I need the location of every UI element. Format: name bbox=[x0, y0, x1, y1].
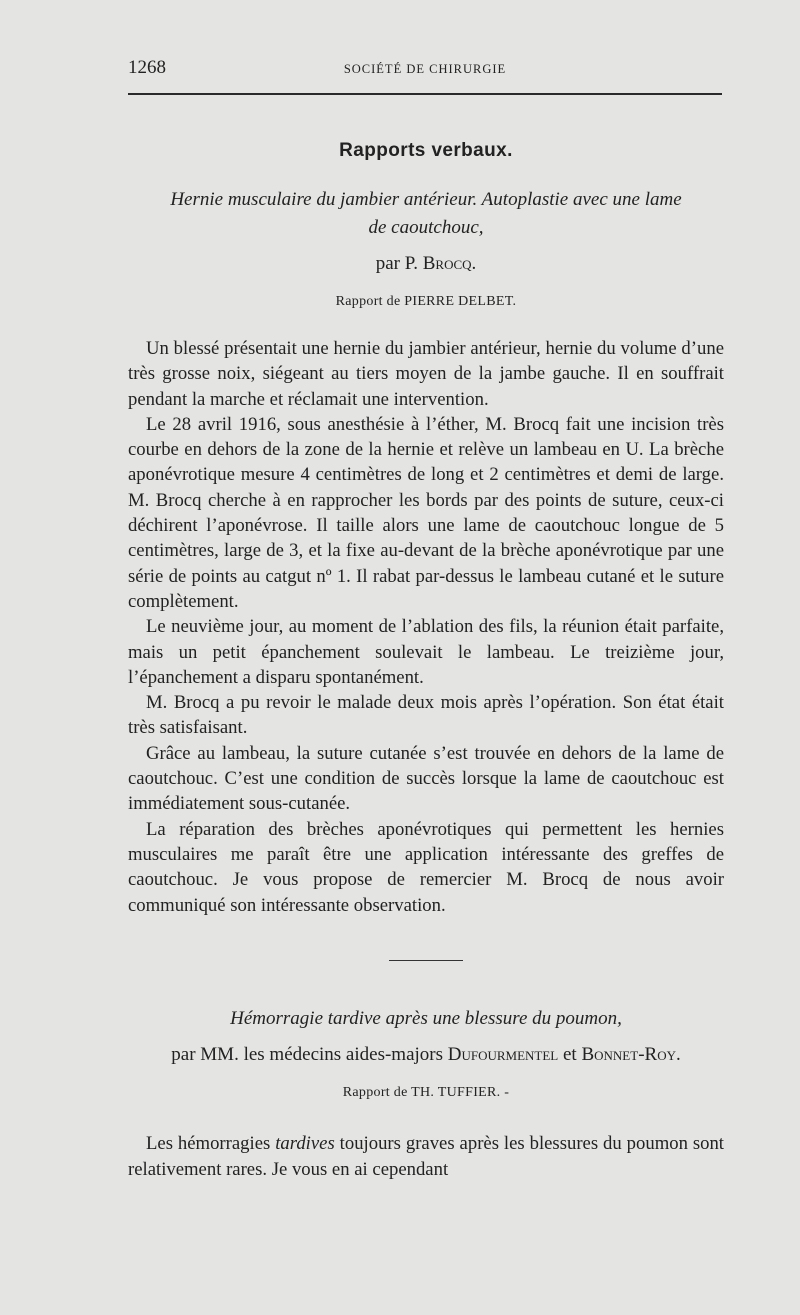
article2-report-line: Rapport de TH. TUFFIER. - bbox=[342, 1085, 510, 1101]
article1-paragraph: Le neuvième jour, au moment de l’ablation des fils, la réunion était parfaite, mais un petit épanchement soulevait le lambeau. Le treizième jour, l’épanchement a disparu spontanément. bbox=[128, 616, 724, 688]
article1-body bbox=[128, 336, 724, 918]
article2-paragraph bbox=[128, 1131, 724, 1182]
article2-title: Hémorragie tardive après une blessure du poumon, bbox=[230, 1008, 622, 1030]
article2-para-rest: toujours graves après les blessures du poumon sont relativement rares. Je vous en ai cependant bbox=[128, 1133, 725, 1180]
article2-para-start: Les hémorragies bbox=[146, 1133, 276, 1155]
article1-paragraph: Le 28 avril 1916, sous anesthésie à l’éther, M. Brocq fait une incision très courbe en dehors de la zone de la hernie et relève un lambeau en U. La brèche aponévrotique mesure 4 centimètres de long et 2 centimètres et demi de large. M. Brocq cherche à en rapprocher les bords par des points de suture, ceux-ci déchirent l’aponévrose. Il taille alors une lame de caoutchouc longue de 5 centimètres, large de 3, et la fixe au-devant de la brèche aponévrotique par une série de points au catgut nº 1. Il rabat par-dessus le lambeau cutané et le suture complètement. bbox=[128, 413, 724, 612]
article1-title-line1: Hernie musculaire du jambier antérieur. Autoplastie avec une lame bbox=[170, 189, 682, 210]
article1-paragraph: M. Brocq a pu revoir le malade deux mois après l’opération. Son état était très satisfaisant. bbox=[128, 692, 724, 739]
article1-paragraph: Un blessé présentait une hernie du jambier antérieur, hernie du volume d’une très grosse noix, siégeant au tiers moyen de la jambe gauche. Il en souffrait pendant la marche et réclamait une intervention. bbox=[128, 338, 724, 410]
header-rule bbox=[128, 93, 722, 95]
article1-author: Brocq. bbox=[422, 253, 477, 274]
article1-paragraph: La réparation des brèches aponévrotiques qui permettent les hernies musculaires me paraît être une application intéressante des greffes de caoutchouc. Je vous propose de remercier M. Brocq de nous avoir communiqué son intéressante observation. bbox=[128, 818, 724, 916]
page-content bbox=[128, 140, 724, 1182]
running-title: SOCIÉTÉ DE CHIRURGIE bbox=[343, 62, 507, 76]
article2-byline-joiner: et bbox=[558, 1044, 582, 1066]
article2-body bbox=[128, 1131, 724, 1182]
page-header bbox=[128, 52, 722, 82]
section-separator bbox=[389, 960, 463, 962]
section-heading: Rapports verbaux. bbox=[339, 140, 513, 161]
article1-report-line: Rapport de PIERRE DELBET. bbox=[335, 294, 517, 309]
article1-byline-prefix: par P. bbox=[375, 253, 423, 274]
article2-byline-prefix: par MM. les médecins aides-majors bbox=[171, 1044, 448, 1066]
article1-byline bbox=[128, 250, 724, 278]
article1-paragraph: Grâce au lambeau, la suture cutanée s’est trouvée en dehors de la lame de caoutchouc. C’est une condition de succès lorsque la lame de caoutchouc est immédiatement sous-cutanée. bbox=[128, 742, 724, 815]
article1-title-line2: de caoutchouc, bbox=[368, 217, 484, 238]
article1-title bbox=[128, 186, 724, 242]
article2-author2: Bonnet-Roy. bbox=[581, 1044, 681, 1066]
article2-byline bbox=[128, 1041, 724, 1069]
page-number: 1268 bbox=[128, 57, 166, 78]
article2-para-italic: tardives bbox=[275, 1133, 335, 1155]
article2-author1: Dufourmentel bbox=[447, 1044, 559, 1066]
